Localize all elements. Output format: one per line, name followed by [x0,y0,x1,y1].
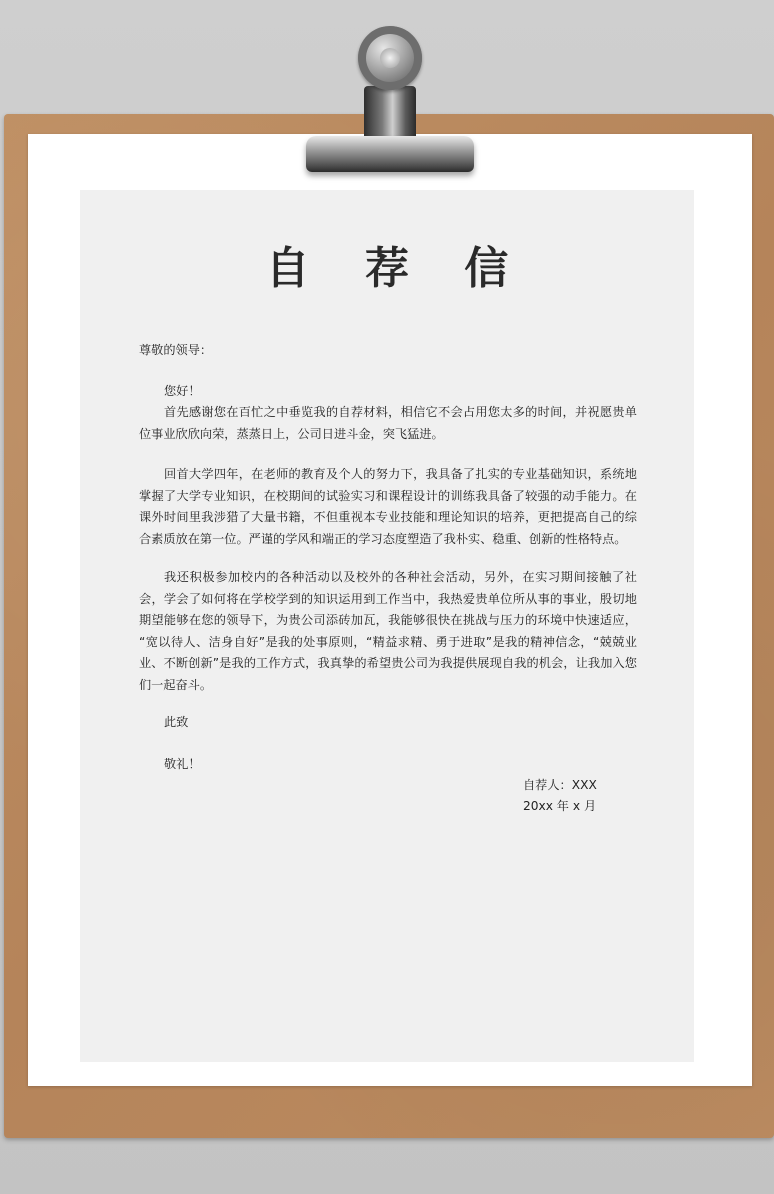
closing-salute: 敬礼！ [164,757,201,771]
paragraph-intro: 首先感谢您在百忙之中垂览我的自荐材料，相信它不会占用您太多的时间，并祝愿贵单位事业欣欣向荣，蒸蒸日上，公司日进斗金，突飞猛进。 [139,405,637,441]
binder-clip-icon [300,24,480,180]
paragraph-education: 回首大学四年，在老师的教育及个人的努力下，我具备了扎实的专业基础知识，系统地掌握了大学专业知识，在校期间的试验实习和课程设计的训练我具备了较强的动手能力。在课外时间里我涉猎了大量书籍，不但重视本专业技能和理论知识的培养，更把提高自己的综合素质放在第一位。严谨的学风和端正的学习态度塑造了我朴实、稳重、创新的性格特点。 [139,467,637,546]
clip-base [306,136,474,172]
clip-ring-hole [380,48,400,68]
closing-regards: 此致 [164,715,189,729]
greeting: 您好！ [164,384,201,398]
salutation: 尊敬的领导： [139,343,213,357]
date: 20xx 年 x 月 [523,799,597,813]
letter-title: 自 荐 信 [265,243,529,294]
paragraph-activities: 我还积极参加校内的各种活动以及校外的各种社会活动，另外，在实习期间接触了社会，学会了如何将在学校学到的知识运用到工作当中，我热爱贵单位所从事的事业，殷切地期望能够在您的领导下，为贵公司添砖加瓦，我能够很快在挑战与压力的环境中快速适应， “宽以待人、洁身自好”是我的处事原则，“精益求精、勇于进取”是我的精神信念，“兢兢业业、不断创新”是我的工作方式，我真挚的希望贵公司为我提供展现自我的机会，让我加入您们一起奋斗。 [139,570,637,692]
signature: 自荐人：XXX [523,778,597,792]
